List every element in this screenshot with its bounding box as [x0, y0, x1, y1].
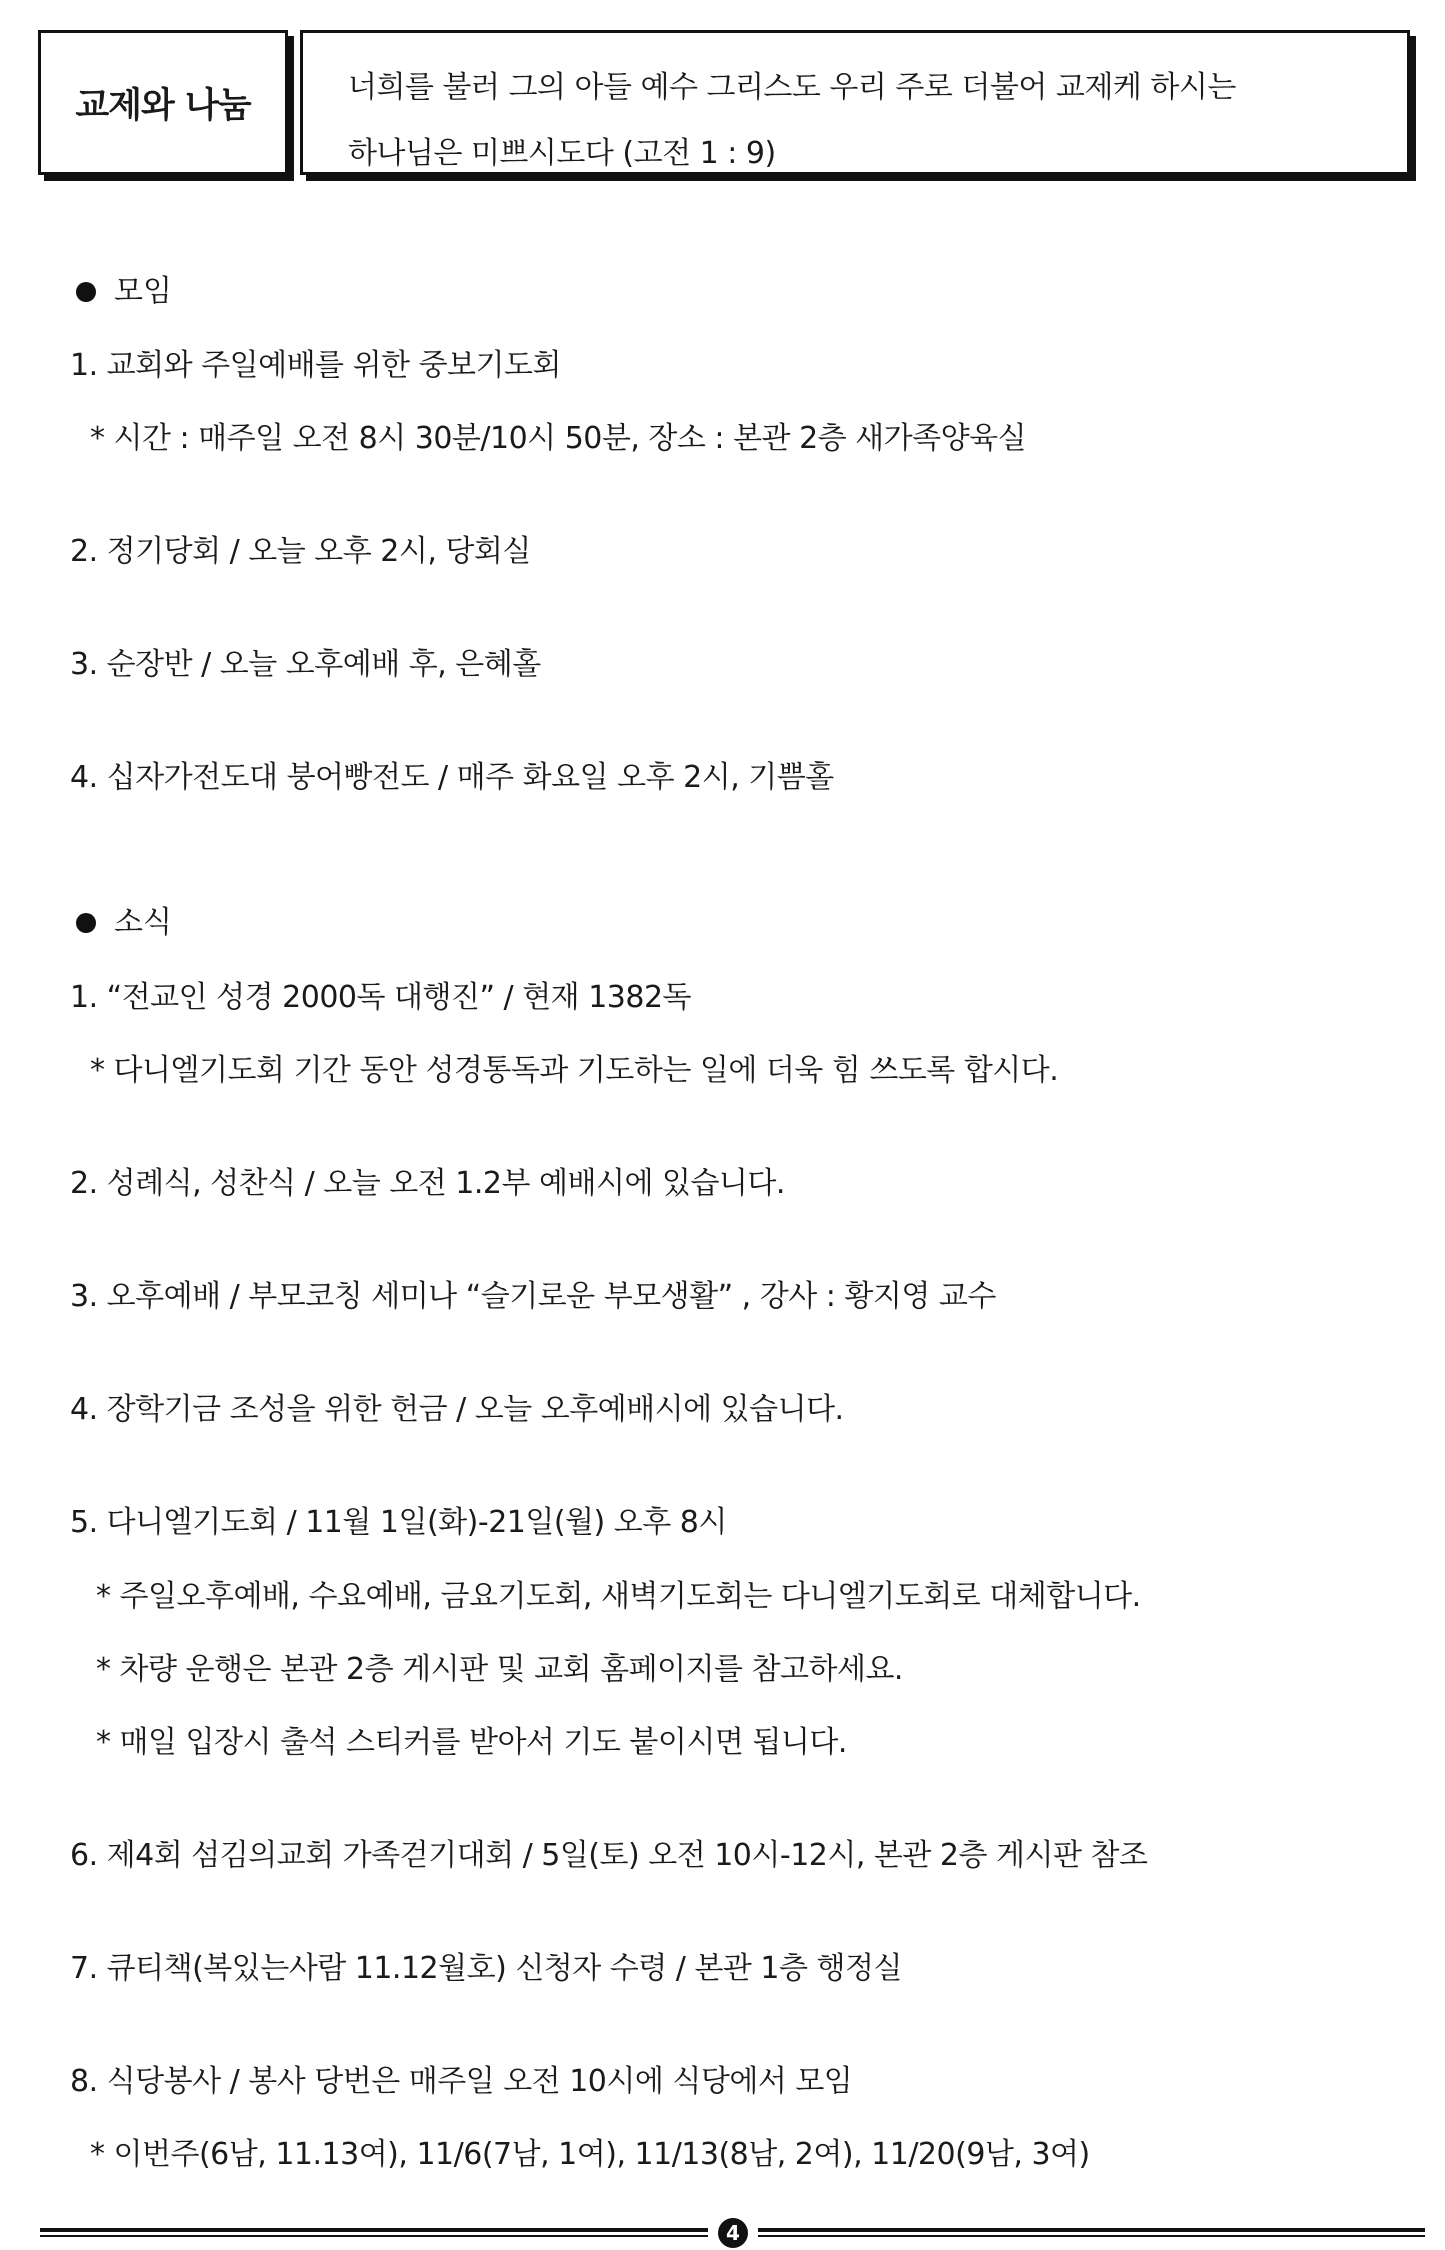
- header: [38, 30, 1420, 185]
- verse-line-1: 너희를 불러 그의 아들 예수 그리스도 우리 주로 더불어 교제케 하시는: [348, 70, 1236, 105]
- bullet-icon: [76, 282, 96, 302]
- news-item-4: 4. 장학기금 조성을 위한 헌금 / 오늘 오후예배시에 있습니다.: [70, 1392, 844, 1427]
- news-item-8: 8. 식당봉사 / 봉사 당번은 매주일 오전 10시에 식당에서 모임: [70, 2064, 853, 2099]
- verse-line-2: 하나님은 미쁘시도다 (고전 1 : 9): [348, 136, 776, 171]
- meeting-item-1: 1. 교회와 주일예배를 위한 중보기도회: [70, 348, 561, 383]
- news-item-5-note-2: * 차량 운행은 본관 2층 게시판 및 교회 홈페이지를 참고하세요.: [96, 1652, 903, 1687]
- news-item-7: 7. 큐티책(복있는사람 11.12월호) 신청자 수령 / 본관 1층 행정실: [70, 1951, 902, 1986]
- news-item-5-note-3: * 매일 입장시 출석 스티커를 받아서 기도 붙이시면 됩니다.: [96, 1725, 847, 1760]
- news-item-1-note: * 다니엘기도회 기간 동안 성경통독과 기도하는 일에 더욱 힘 쓰도록 합시다.: [90, 1053, 1059, 1088]
- meeting-item-3: 3. 순장반 / 오늘 오후예배 후, 은혜홀: [70, 647, 541, 682]
- footer-rule-right: [758, 2228, 1425, 2237]
- news-item-3: 3. 오후예배 / 부모코칭 세미나 “슬기로운 부모생활” , 강사 : 황지영 교수: [70, 1279, 996, 1314]
- news-item-6: 6. 제4회 섬김의교회 가족걷기대회 / 5일(토) 오전 10시-12시, 본관 2층 게시판 참조: [70, 1838, 1148, 1873]
- footer-rule-left: [40, 2228, 708, 2237]
- page-title: 교제와 나눔: [75, 85, 251, 126]
- section-heading-label: 모임: [114, 274, 172, 309]
- meeting-item-4: 4. 십자가전도대 붕어빵전도 / 매주 화요일 오후 2시, 기쁨홀: [70, 760, 834, 795]
- news-item-8-note: * 이번주(6남, 11.13여), 11/6(7남, 1여), 11/13(8남, 2여), 11/20(9남, 3여): [90, 2137, 1090, 2172]
- news-item-5-note-1: * 주일오후예배, 수요예배, 금요기도회, 새벽기도회는 다니엘기도회로 대체합니다.: [96, 1579, 1141, 1614]
- section-heading-news: [70, 903, 172, 943]
- footer: [40, 2218, 1425, 2246]
- meeting-item-1-note: * 시간 : 매주일 오전 8시 30분/10시 50분, 장소 : 본관 2층 새가족양육실: [90, 421, 1027, 456]
- page-number: 4: [718, 2218, 748, 2248]
- section-heading-meetings: [70, 272, 172, 312]
- meeting-item-2: 2. 정기당회 / 오늘 오후 2시, 당회실: [70, 534, 531, 569]
- section-heading-label: 소식: [114, 905, 172, 940]
- news-item-2: 2. 성례식, 성찬식 / 오늘 오전 1.2부 예배시에 있습니다.: [70, 1166, 785, 1201]
- news-item-1: 1. “전교인 성경 2000독 대행진” / 현재 1382독: [70, 980, 692, 1015]
- verse-box: [300, 30, 1410, 175]
- news-item-5: 5. 다니엘기도회 / 11월 1일(화)-21일(월) 오후 8시: [70, 1505, 727, 1540]
- bullet-icon: [76, 913, 96, 933]
- title-box: [38, 30, 288, 175]
